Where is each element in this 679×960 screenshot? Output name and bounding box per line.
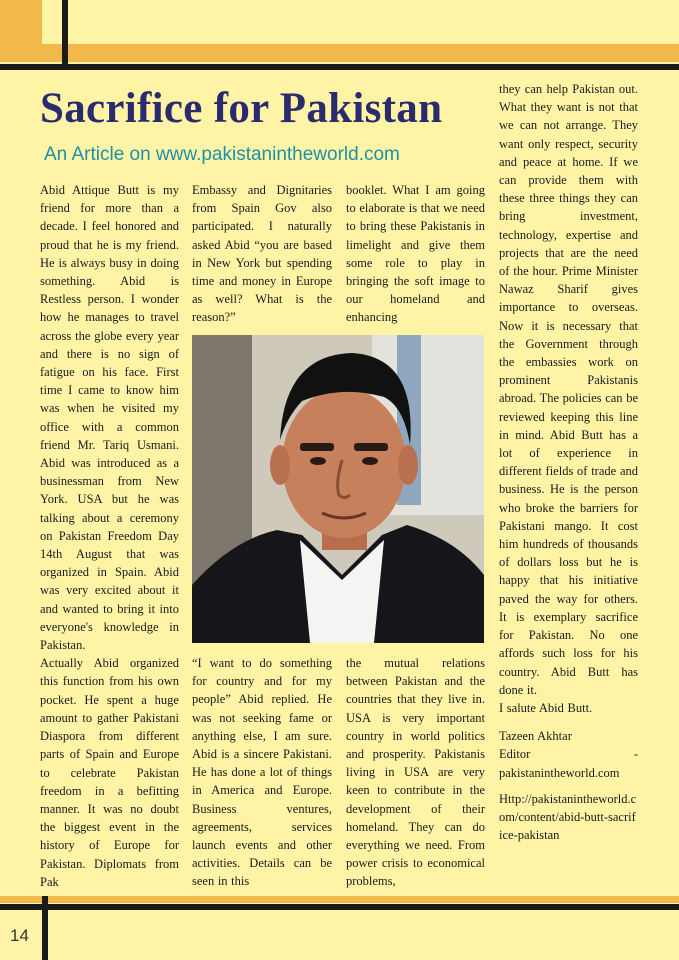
- column-2-top: [192, 181, 332, 327]
- footer-vertical-rule: [42, 896, 48, 960]
- footer-black-rule: [0, 904, 679, 910]
- paragraph: Actually Abid organized this function from his own pocket. He spent a huge amount to gather Pakistani Diaspora from different parts of Spain and Europe to celebrate Pakistan freedom in a befitting manner. It was no doubt the biggest event in the history of Europe for Pakistan. Diplomats from Pak: [40, 656, 179, 889]
- footer-orange-rule: [0, 896, 679, 903]
- column-3-bottom: [346, 654, 485, 891]
- header-black-rule: [0, 64, 679, 70]
- paragraph: “I want to do something for country and for my people” Abid replied. He was not seeking fame or anything else, I am sure. Abid is a sincere Pakistani. He has done a lot of things in America and Europe. Business ventures, agreements, services launch events and other activities. Details can be seen in this: [192, 656, 332, 889]
- source-url: Http://pakistanintheworld.com/content/abid-butt-sacrifice-pakistan: [499, 791, 637, 843]
- header-orange-rule: [0, 44, 679, 62]
- article-subtitle: An Article on www.pakistanintheworld.com: [44, 144, 400, 165]
- column-3-top: [346, 181, 485, 327]
- portrait-illustration: [192, 335, 484, 643]
- column-4: [499, 80, 638, 844]
- corner-accent-block: [0, 0, 42, 44]
- article-title: Sacrifice for Pakistan: [40, 85, 443, 132]
- header-vertical-rule: [62, 0, 68, 70]
- paragraph: Abid Attique Butt is my friend for more than a decade. I feel honored and proud that he is my friend. He is always busy in doing something. Abid is Restless person. I wonder how he manages to travel across the globe every year and there is no sign of fatigue on his face. First time I came to know him was when he visited my office with a common friend Mr. Tariq Usmani. Abid was introduced as a businessman from New York. USA but he was talking about a ceremony on Pakistan Freedom Day 14th August that was organized in Spain. Abid was very excited about it and wanted to bring it into everyone's knowledge in Pakistan.: [40, 183, 179, 653]
- portrait-photo: [192, 335, 484, 643]
- paragraph: they can help Pakistan out. What they want is not that we can not arrange. They want only respect, security and peace at home. If we can provide them with these three things they can bring investment, technology, expertise and projects that are the need of the hour. Prime Minister Nawaz Sharif gives importance to overseas. Now it is necessary that the Government through the embassies work on prominent Pakistanis abroad. The policies can be reviewed keeping this line in mind. Abid Butt has a lot of experience in different fields of trade and business. He is the person who broke the barriers for Pakistani mango. It cost him hundreds of thousands of dollars loss but he is happy that his initiative paved the way for others. It is exemplary sacrifice for Pakistan. No one affords such loss for his country. Abid Butt has done it.: [499, 82, 638, 697]
- paragraph: the mutual relations between Pakistan and the countries that they live in. USA is very important country in world politics and prosperity. Pakistanis living in USA are very keen to contribute in the development of their homeland. They can do everything we need. From power crisis to economical problems,: [346, 656, 485, 889]
- page-number: 14: [10, 926, 29, 945]
- paragraph: booklet. What I am going to elaborate is that we need to bring these Pakistanis in limelight and give them some role to play in bringing the soft image to our homeland and enhancing: [346, 183, 485, 325]
- column-1: [40, 181, 179, 891]
- column-2-bottom: [192, 654, 332, 891]
- salute-line: I salute Abid Butt.: [499, 700, 593, 715]
- author-role: Editor - pakistanintheworld.com: [499, 747, 638, 780]
- author-name: Tazeen Akhtar: [499, 729, 572, 744]
- paragraph: Embassy and Dignitaries from Spain Gov also participated. I naturally asked Abid “you are based in New York but spending time and money in Europe as well? What is the reason?”: [192, 183, 332, 325]
